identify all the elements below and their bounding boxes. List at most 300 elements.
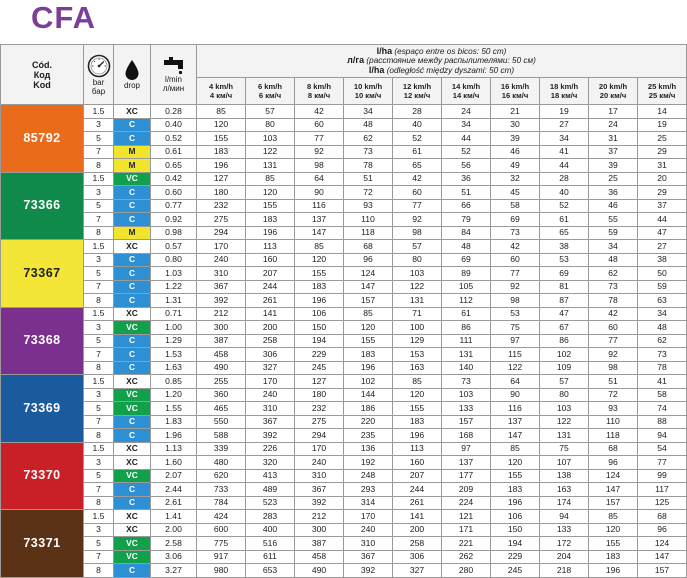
rate-cell: 240 (344, 523, 393, 537)
rate-cell: 147 (638, 550, 687, 564)
speed-header (344, 78, 393, 105)
rate-cell: 147 (491, 429, 540, 443)
flow-cell: 0.80 (151, 253, 197, 267)
table-row (1, 105, 687, 119)
rate-cell: 489 (246, 483, 295, 497)
pressure-cell: 1.5 (84, 375, 114, 389)
rate-cell: 49 (491, 159, 540, 173)
rate-cell: 196 (393, 429, 442, 443)
rate-cell: 64 (295, 172, 344, 186)
rate-cell: 86 (442, 321, 491, 335)
rate-cell: 229 (295, 348, 344, 362)
rate-cell: 103 (393, 267, 442, 281)
table-row (1, 537, 687, 551)
rate-cell: 653 (246, 564, 295, 578)
table-row (1, 415, 687, 429)
rate-cell: 131 (442, 348, 491, 362)
rate-cell: 37 (638, 199, 687, 213)
speed-kmch: 6 км/ч (258, 91, 282, 100)
rate-cell: 64 (491, 375, 540, 389)
speed-header (295, 78, 344, 105)
rate-cell: 44 (638, 213, 687, 227)
flow-cell: 3.27 (151, 564, 197, 578)
pressure-cell: 7 (84, 483, 114, 497)
flow-cell: 1.00 (151, 321, 197, 335)
rate-cell: 136 (344, 442, 393, 456)
rate-cell: 61 (393, 145, 442, 159)
rate-cell: 31 (589, 132, 638, 146)
rate-cell: 37 (589, 145, 638, 159)
rate-cell: 79 (442, 213, 491, 227)
rate-cell: 131 (393, 294, 442, 308)
rate-cell: 42 (491, 240, 540, 254)
flow-cell: 2.58 (151, 537, 197, 551)
rate-cell: 120 (295, 253, 344, 267)
table-row (1, 402, 687, 416)
speed-kmh: 14 km/h (451, 82, 481, 91)
rate-cell: 99 (638, 469, 687, 483)
rate-cell: 310 (246, 402, 295, 416)
table-row (1, 429, 687, 443)
drop-size-cell: VC (114, 402, 151, 416)
rate-cell: 177 (442, 469, 491, 483)
rate-cell: 327 (393, 564, 442, 578)
rate-cell: 121 (442, 510, 491, 524)
rate-cell: 73 (589, 280, 638, 294)
lha-unit-ru: л/га (347, 55, 365, 66)
flow-header (151, 45, 197, 105)
pressure-cell: 7 (84, 415, 114, 429)
rate-cell: 112 (442, 294, 491, 308)
rate-cell: 51 (589, 375, 638, 389)
flow-cell: 1.03 (151, 267, 197, 281)
rate-cell: 31 (638, 159, 687, 173)
rate-cell: 39 (491, 132, 540, 146)
rate-cell: 102 (344, 375, 393, 389)
rate-cell: 57 (540, 375, 589, 389)
rate-cell: 490 (197, 361, 246, 375)
rate-cell: 75 (491, 321, 540, 335)
drop-size-cell: C (114, 496, 151, 510)
pressure-cell: 3 (84, 456, 114, 470)
rate-cell: 105 (442, 280, 491, 294)
pressure-cell: 7 (84, 145, 114, 159)
rate-cell: 196 (197, 159, 246, 173)
flow-cell: 2.44 (151, 483, 197, 497)
rate-cell: 144 (344, 388, 393, 402)
flow-cell: 2.00 (151, 523, 197, 537)
rate-cell: 39 (589, 159, 638, 173)
code-header-pl: Kod (33, 79, 51, 90)
rate-cell: 120 (491, 456, 540, 470)
nozzle-code: 85792 (1, 105, 84, 173)
rate-cell: 60 (393, 186, 442, 200)
pressure-cell: 1.5 (84, 105, 114, 119)
speed-kmch: 14 км/ч (452, 91, 480, 100)
rate-cell: 48 (638, 321, 687, 335)
speed-header (589, 78, 638, 105)
flow-cell: 1.55 (151, 402, 197, 416)
rate-cell: 310 (197, 267, 246, 281)
rate-cell: 61 (540, 213, 589, 227)
rate-cell: 38 (540, 240, 589, 254)
rate-cell: 111 (442, 334, 491, 348)
rate-cell: 93 (344, 199, 393, 213)
table-row (1, 361, 687, 375)
rate-cell: 232 (295, 402, 344, 416)
speed-kmch: 10 км/ч (354, 91, 382, 100)
rate-cell: 183 (491, 483, 540, 497)
rate-cell: 100 (393, 321, 442, 335)
rate-cell: 96 (344, 253, 393, 267)
rate-cell: 118 (589, 429, 638, 443)
rate-cell: 155 (393, 402, 442, 416)
rate-cell: 73 (344, 145, 393, 159)
speed-kmh: 16 km/h (500, 82, 530, 91)
rate-cell: 320 (246, 456, 295, 470)
rate-cell: 245 (295, 361, 344, 375)
rate-cell: 120 (246, 186, 295, 200)
lha-note-pl: (odległość między dyszami: 50 cm) (386, 65, 515, 75)
code-header-ru: Код (33, 69, 51, 80)
pressure-cell: 5 (84, 402, 114, 416)
rate-cell: 141 (246, 307, 295, 321)
rate-cell: 124 (589, 469, 638, 483)
rate-cell: 21 (491, 105, 540, 119)
rate-cell: 58 (491, 199, 540, 213)
rate-cell: 59 (638, 280, 687, 294)
rate-cell: 93 (589, 402, 638, 416)
flow-cell: 0.28 (151, 105, 197, 119)
speed-kmh: 20 km/h (598, 82, 628, 91)
rate-cell: 85 (491, 442, 540, 456)
speed-kmh: 8 km/h (306, 82, 332, 91)
rate-cell: 300 (197, 321, 246, 335)
rate-cell: 41 (638, 375, 687, 389)
flow-cell: 1.53 (151, 348, 197, 362)
rate-cell: 44 (540, 159, 589, 173)
rate-cell: 183 (295, 280, 344, 294)
rate-cell: 17 (589, 105, 638, 119)
rate-cell: 387 (197, 334, 246, 348)
rate-cell: 60 (589, 321, 638, 335)
rate-cell: 65 (540, 226, 589, 240)
rate-cell: 85 (246, 172, 295, 186)
drop-size-cell: C (114, 186, 151, 200)
rate-cell: 98 (295, 159, 344, 173)
rate-cell: 120 (393, 388, 442, 402)
rate-cell: 68 (638, 510, 687, 524)
rate-cell: 58 (638, 388, 687, 402)
rate-cell: 180 (197, 186, 246, 200)
rate-cell: 171 (442, 523, 491, 537)
rate-cell: 229 (491, 550, 540, 564)
rate-cell: 40 (540, 186, 589, 200)
rate-cell: 88 (638, 415, 687, 429)
rate-cell: 50 (638, 267, 687, 281)
speed-kmch: 16 км/ч (501, 91, 529, 100)
rate-cell: 42 (393, 172, 442, 186)
rate-cell: 163 (540, 483, 589, 497)
rate-cell: 28 (393, 105, 442, 119)
drop-size-cell: VC (114, 537, 151, 551)
rate-cell: 392 (197, 294, 246, 308)
rate-cell: 232 (197, 199, 246, 213)
rate-cell: 611 (246, 550, 295, 564)
flow-cell: 2.61 (151, 496, 197, 510)
drop-size-cell: XC (114, 523, 151, 537)
rate-cell: 516 (246, 537, 295, 551)
rate-cell: 19 (638, 118, 687, 132)
rate-cell: 46 (491, 145, 540, 159)
rate-cell: 57 (393, 240, 442, 254)
rate-cell: 141 (393, 510, 442, 524)
rate-cell: 24 (442, 105, 491, 119)
flow-cell: 0.65 (151, 159, 197, 173)
rate-cell: 367 (344, 550, 393, 564)
rate-cell: 183 (344, 348, 393, 362)
rate-cell: 258 (393, 537, 442, 551)
rate-cell: 196 (491, 496, 540, 510)
rate-cell: 113 (246, 240, 295, 254)
application-rate-header (197, 45, 687, 78)
flow-cell: 1.31 (151, 294, 197, 308)
pressure-cell: 3 (84, 186, 114, 200)
rate-cell: 170 (295, 442, 344, 456)
rate-cell: 74 (638, 402, 687, 416)
speed-kmch: 18 км/ч (550, 91, 578, 100)
table-row (1, 267, 687, 281)
rate-cell: 168 (442, 429, 491, 443)
flow-cell: 0.60 (151, 186, 197, 200)
pressure-cell: 1.5 (84, 172, 114, 186)
rate-cell: 212 (295, 510, 344, 524)
rate-cell: 96 (589, 456, 638, 470)
rate-cell: 306 (393, 550, 442, 564)
nozzle-code: 73366 (1, 172, 84, 240)
pressure-gauge-icon (87, 54, 111, 78)
rate-cell: 157 (344, 294, 393, 308)
rate-cell: 314 (344, 496, 393, 510)
pressure-cell: 3 (84, 118, 114, 132)
rate-cell: 90 (295, 186, 344, 200)
rate-cell: 147 (295, 226, 344, 240)
speed-kmch: 20 км/ч (599, 91, 627, 100)
flow-cell: 2.07 (151, 469, 197, 483)
rate-cell: 92 (295, 145, 344, 159)
rate-cell: 155 (295, 267, 344, 281)
rate-cell: 73 (491, 226, 540, 240)
rate-cell: 45 (491, 186, 540, 200)
rate-cell: 120 (197, 118, 246, 132)
rate-cell: 116 (491, 402, 540, 416)
table-row (1, 240, 687, 254)
table-row (1, 132, 687, 146)
rate-cell: 294 (295, 429, 344, 443)
drop-size-cell: C (114, 483, 151, 497)
rate-cell: 784 (197, 496, 246, 510)
rate-cell: 57 (246, 105, 295, 119)
pressure-cell: 8 (84, 361, 114, 375)
drop-size-cell: XC (114, 510, 151, 524)
rate-cell: 113 (393, 442, 442, 456)
rate-cell: 24 (589, 118, 638, 132)
flow-unit-ru: л/мин (162, 83, 185, 93)
rate-cell: 25 (589, 172, 638, 186)
table-row (1, 321, 687, 335)
rate-cell: 65 (393, 159, 442, 173)
rate-cell: 147 (589, 483, 638, 497)
rate-cell: 293 (344, 483, 393, 497)
speed-kmch: 4 км/ч (209, 91, 233, 100)
rate-cell: 367 (197, 280, 246, 294)
rate-cell: 157 (638, 564, 687, 578)
flow-cell: 1.22 (151, 280, 197, 294)
rate-cell: 133 (540, 523, 589, 537)
rate-cell: 94 (540, 510, 589, 524)
flow-cell: 0.98 (151, 226, 197, 240)
page-title: CFA (31, 0, 96, 35)
rate-cell: 96 (638, 523, 687, 537)
rate-cell: 367 (246, 415, 295, 429)
rate-cell: 73 (442, 375, 491, 389)
rate-cell: 186 (344, 402, 393, 416)
rate-cell: 490 (295, 564, 344, 578)
rate-cell: 62 (344, 132, 393, 146)
speed-header (246, 78, 295, 105)
pressure-cell: 8 (84, 294, 114, 308)
pressure-unit-ru: бар (91, 86, 106, 96)
rate-cell: 306 (246, 348, 295, 362)
drop-size-cell: C (114, 415, 151, 429)
rate-cell: 77 (638, 456, 687, 470)
rate-cell: 170 (197, 240, 246, 254)
rate-cell: 174 (540, 496, 589, 510)
rate-cell: 69 (442, 253, 491, 267)
table-body (1, 105, 687, 578)
drop-size-cell: M (114, 145, 151, 159)
table-row (1, 294, 687, 308)
rate-cell: 245 (491, 564, 540, 578)
rate-cell: 103 (540, 402, 589, 416)
rate-cell: 125 (638, 496, 687, 510)
lha-unit-pt: l/ha (376, 45, 393, 56)
code-header (1, 45, 84, 105)
rate-cell: 118 (344, 226, 393, 240)
drop-size-cell: VC (114, 172, 151, 186)
speed-kmh: 18 km/h (549, 82, 579, 91)
rate-cell: 155 (197, 132, 246, 146)
rate-cell: 261 (393, 496, 442, 510)
rate-cell: 77 (589, 334, 638, 348)
table-row (1, 145, 687, 159)
rate-cell: 458 (197, 348, 246, 362)
rate-cell: 98 (491, 294, 540, 308)
rate-cell: 424 (197, 510, 246, 524)
rate-cell: 367 (295, 483, 344, 497)
drop-size-cell: XC (114, 240, 151, 254)
flow-cell: 0.71 (151, 307, 197, 321)
pressure-header (84, 45, 114, 105)
drop-size-cell: VC (114, 550, 151, 564)
rate-cell: 109 (540, 361, 589, 375)
table-row (1, 307, 687, 321)
speed-kmch: 8 км/ч (307, 91, 331, 100)
flow-cell: 0.52 (151, 132, 197, 146)
rate-cell: 29 (638, 186, 687, 200)
rate-cell: 103 (246, 132, 295, 146)
rate-cell: 775 (197, 537, 246, 551)
table-row (1, 348, 687, 362)
pressure-cell: 3 (84, 388, 114, 402)
rate-cell: 255 (197, 375, 246, 389)
rate-cell: 523 (246, 496, 295, 510)
speed-kmch: 12 км/ч (403, 91, 431, 100)
rate-cell: 131 (246, 159, 295, 173)
rate-cell: 77 (295, 132, 344, 146)
rate-cell: 196 (246, 226, 295, 240)
flow-cell: 0.61 (151, 145, 197, 159)
drop-size-cell: XC (114, 105, 151, 119)
nozzle-flow-table (0, 44, 687, 578)
rate-cell: 248 (344, 469, 393, 483)
rate-cell: 183 (246, 213, 295, 227)
pressure-cell: 7 (84, 348, 114, 362)
rate-cell: 71 (393, 307, 442, 321)
rate-cell: 52 (442, 145, 491, 159)
rate-cell: 30 (491, 118, 540, 132)
rate-cell: 77 (393, 199, 442, 213)
table-row (1, 334, 687, 348)
rate-cell: 180 (295, 388, 344, 402)
rate-cell: 275 (295, 415, 344, 429)
rate-cell: 200 (246, 321, 295, 335)
rate-cell: 218 (540, 564, 589, 578)
flow-unit-en: l/min (165, 74, 182, 84)
rate-cell: 147 (344, 280, 393, 294)
rate-cell: 81 (540, 280, 589, 294)
pressure-cell: 8 (84, 226, 114, 240)
rate-cell: 163 (393, 361, 442, 375)
rate-cell: 458 (295, 550, 344, 564)
speed-kmh: 6 km/h (257, 82, 283, 91)
rate-cell: 48 (589, 253, 638, 267)
rate-cell: 122 (246, 145, 295, 159)
rate-cell: 150 (295, 321, 344, 335)
rate-cell: 84 (442, 226, 491, 240)
rate-cell: 42 (295, 105, 344, 119)
rate-cell: 360 (197, 388, 246, 402)
rate-cell: 63 (638, 294, 687, 308)
table-row (1, 280, 687, 294)
pressure-cell: 5 (84, 537, 114, 551)
rate-cell: 32 (491, 172, 540, 186)
rate-cell: 86 (540, 334, 589, 348)
rate-cell: 62 (589, 267, 638, 281)
rate-cell: 62 (638, 334, 687, 348)
rate-cell: 47 (638, 226, 687, 240)
rate-cell: 77 (491, 267, 540, 281)
rate-cell: 51 (442, 186, 491, 200)
rate-cell: 97 (491, 334, 540, 348)
flow-cell: 0.42 (151, 172, 197, 186)
table-row (1, 213, 687, 227)
rate-cell: 36 (442, 172, 491, 186)
rate-cell: 122 (540, 415, 589, 429)
rate-cell: 85 (295, 240, 344, 254)
rate-cell: 240 (197, 253, 246, 267)
rate-cell: 124 (344, 267, 393, 281)
